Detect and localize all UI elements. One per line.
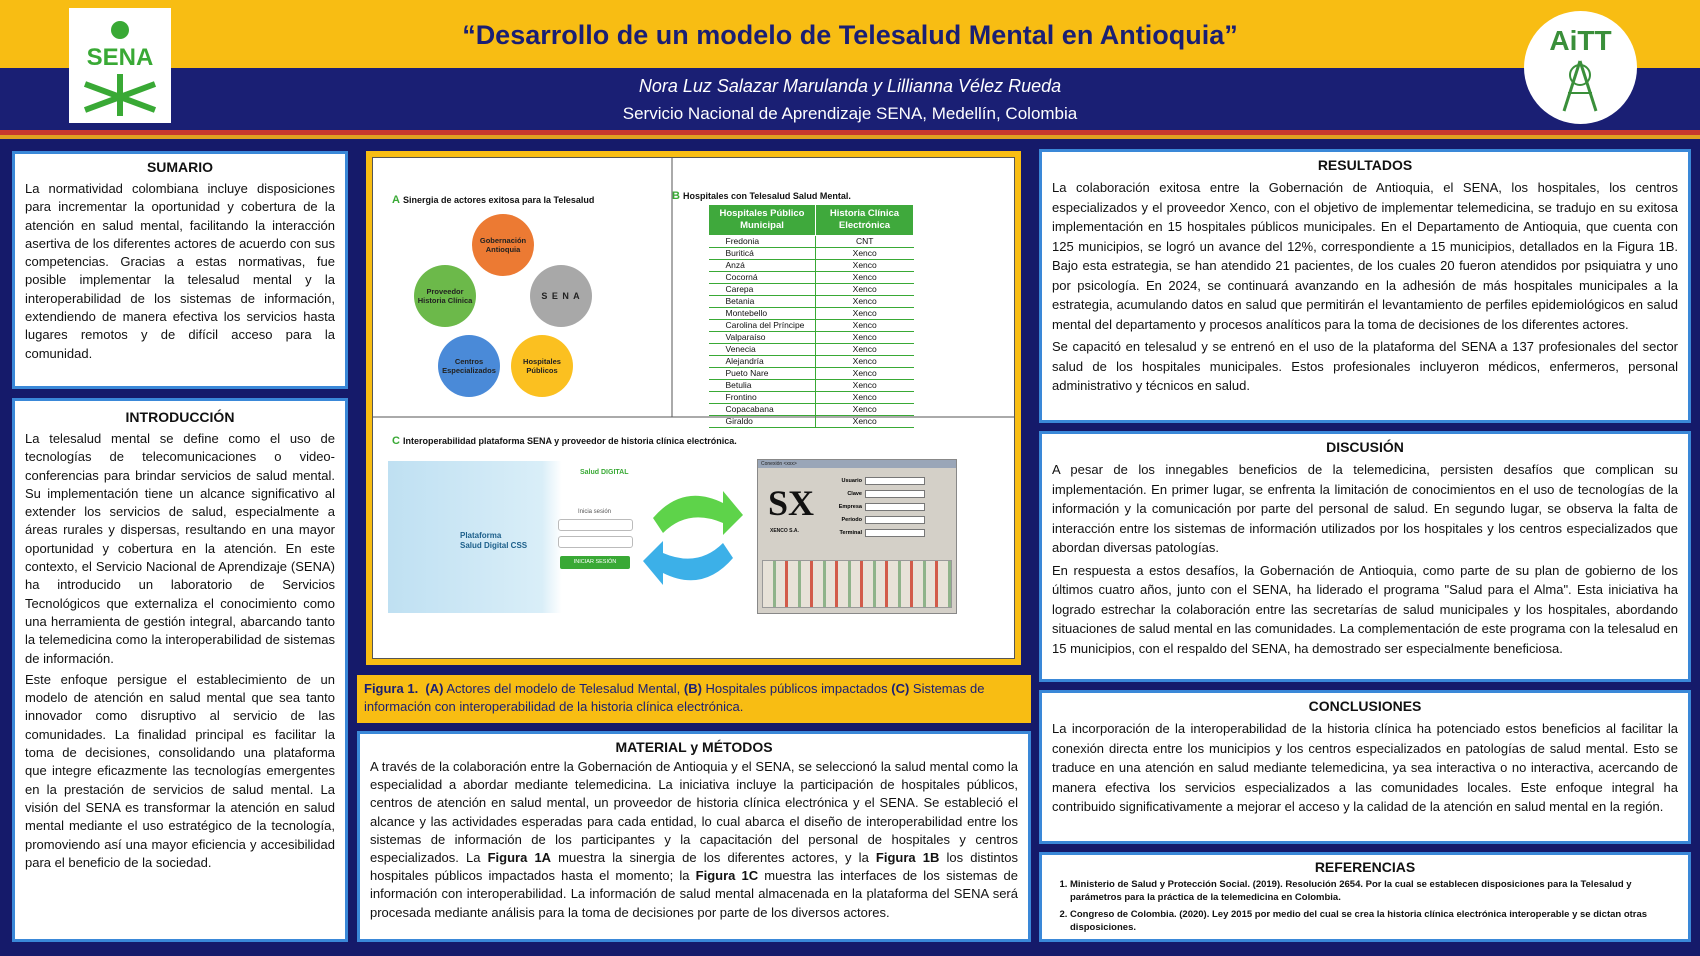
figure-a-letter: A xyxy=(392,194,400,206)
referencias-heading: REFERENCIAS xyxy=(1314,859,1416,875)
introduccion-panel xyxy=(12,398,348,942)
discusion-paragraph-1: A pesar de los innegables beneficios de la telemedicina, persisten desafíos que complican su implementación. En primer lugar, se enfrenta la limitación de conocimientos en el uso de tecnologías de la información y la comunicación por parte del personal de salud. En segundo lugar, se observa la falta de interacción entre los sistemas de información utilizados por los hospitales y los centros especializados que abordan diversas patologías. xyxy=(1052,462,1678,555)
sumario-heading: SUMARIO xyxy=(146,159,214,175)
hospital-system: Xenco xyxy=(815,320,913,332)
hospital-name: Pueto Nare xyxy=(709,368,816,380)
hospital-name: Alejandría xyxy=(709,356,816,368)
figure-canvas xyxy=(372,157,1015,659)
table-row xyxy=(709,356,914,368)
hospital-name: Carepa xyxy=(709,284,816,296)
table-row xyxy=(709,416,914,428)
hospital-system: Xenco xyxy=(815,404,913,416)
discusion-heading: DISCUSIÓN xyxy=(1326,439,1404,455)
table-row xyxy=(709,308,914,320)
material-text-2: muestra la sinergia de los diferentes actores, y la xyxy=(551,850,876,866)
material-fig1b: Figura 1B xyxy=(875,850,940,866)
poster-title: “Desarrollo de un modelo de Telesalud Mental en Antioquia” xyxy=(462,20,1238,50)
hospital-name: Valparaíso xyxy=(709,332,816,344)
actor-sena: S E N A xyxy=(530,265,592,327)
xenco-window-title: Conexión <xxx> xyxy=(758,460,956,468)
figure-b-title xyxy=(672,190,851,202)
hospital-system: CNT xyxy=(815,236,913,248)
poster-affiliation: Servicio Nacional de Aprendizaje SENA, Medellín, Colombia xyxy=(622,104,1078,123)
hospital-name: Montebello xyxy=(709,308,816,320)
conclusiones-heading: CONCLUSIONES xyxy=(1308,698,1422,714)
aitt-logo-tower-icon xyxy=(1524,11,1637,124)
xenco-field-label: Usuario xyxy=(841,477,862,484)
introduccion-paragraph-2: Este enfoque persigue el establecimiento de un modelo de atención en salud mental que sea tanto innovador como disruptivo al servicio de las comunidades. La finalidad principal es facilitar la toma de decisiones, consolidando una plataforma que integre eficazmente las tecnologías emergentes en la prestación de servicios de salud mental. La visión del SENA es transformar la atención en salud mental mediante el uso estratégico de la tecnología, promoviendo así una mayor eficiencia y accesibilidad para el beneficio de la sociedad. xyxy=(25,671,335,870)
reference-item: 2. Congreso de Colombia. (2020). Ley 2015 por medio del cual se crea la historia clínica electrónica interoperable y se dictan otras disposiciones. xyxy=(1070,908,1678,934)
hospital-name: Anzá xyxy=(709,260,816,272)
xenco-field-label: Periodo xyxy=(841,516,862,523)
sena-logo-text: SENA xyxy=(86,44,154,71)
table-row xyxy=(709,392,914,404)
platform-logo: Salud DIGITAL xyxy=(580,469,629,476)
table-header-hospital: Hospitales Público Municipal xyxy=(709,205,816,236)
material-text-4: muestra las interfaces de los sistemas de información con interoperabilidad. La información de salud mental almacenada en la plataforma del SENA será procesada mediante análisis para la toma de decisiones por parte de los diversos actores. xyxy=(370,868,1018,920)
aitt-logo xyxy=(1524,11,1637,124)
hospital-system: Xenco xyxy=(815,296,913,308)
caption-c-text: Sistemas de información con interoperabilidad de la historia clínica electrónica. xyxy=(364,681,985,714)
table-row xyxy=(709,320,914,332)
table-header-historia: Historia Clínica Electrónica xyxy=(815,205,913,236)
introduccion-paragraph-1: La telesalud mental se define como el uso de tecnologías de telecomunicaciones o video-conferencias para brindar servicios de salud mental. Su implementación tiene un alcance significativo al extender los servicios de salud, especialmente a áreas rurales y dispersas, resultando en una mayor oportunidad y cobertura en la atención. En este contexto, el Servicio Nacional de Aprendizaje (SENA) ha introducido un laboratorio de Servicios Tecnológicos que externaliza el conocimiento como una herramienta de gestión integral, abarcando tanto la telemedicina como la interoperabilidad de sistemas de información. xyxy=(25,431,335,666)
material-fig1c: Figura 1C xyxy=(695,868,759,884)
hospital-name: Frontino xyxy=(709,392,816,404)
figure-c-title-text: Interoperabilidad plataforma SENA y proveedor de historia clínica electrónica. xyxy=(402,436,737,446)
xenco-fields xyxy=(828,474,925,539)
actor-proveedor: Proveedor Historia Clínica xyxy=(414,265,476,327)
hospital-name: Carolina del Príncipe xyxy=(709,320,816,332)
figure-b-title-text: Hospitales con Telesalud Salud Mental. xyxy=(682,191,851,201)
caption-c: (C) xyxy=(891,681,910,696)
xenco-field-label: Empresa xyxy=(838,503,862,510)
reference-item: 1. Ministerio de Salud y Protección Social. (2019). Resolución 2654. Por la cual se establecen disposiciones para la Telesalud y parámetros para la práctica de la telemedicina en Colombia. xyxy=(1070,878,1678,904)
resultados-paragraph-2: Se capacitó en telesalud y se entrenó en el uso de la plataforma del SENA a 137 profesionales del sector salud de los hospitales municipales. Estos profesionales incluyeron médicos, enfermeros, personal administrativo y técnicos en salud. xyxy=(1052,339,1678,393)
material-text-1: A través de la colaboración entre la Gobernación de Antioquia y el SENA, se seleccionó la salud mental como la especialidad a abordar mediante telemedicina. La iniciativa incluye la participación de hospitales públicos, centros de atención en salud mental, un proveedor de historia clínica electrónica y el SENA. Se estableció el alcance y las actividades esperadas para cada entidad, lo cual abarca el diseño de interoperabilidad entre los sistemas de información de los participantes y la capacitación del personal de hospitales y centros especializados. La xyxy=(370,759,1018,866)
table-row xyxy=(709,296,914,308)
hospital-system: Xenco xyxy=(815,272,913,284)
hospital-name: Betania xyxy=(709,296,816,308)
platform-password-input[interactable] xyxy=(558,536,633,548)
table-row xyxy=(709,284,914,296)
caption-label: Figura 1. xyxy=(364,681,419,696)
hospital-name: Cocorná xyxy=(709,272,816,284)
resultados-paragraph-1: La colaboración exitosa entre la Gobernación de Antioquia, el SENA, los hospitales, los centros especializados y el proveedor Xenco, con el objetivo de implementar telemedicina, se tradujo en su exitosa implementación en 15 hospitales públicos municipales. En el Departamento de Antioquia, que cuenta con 125 municipios, se logró un avance del 12%, correspondiente a 15 municipios, detallados en la Figura 1B. Bajo esta estrategia, se han atendido 21 pacientes, de los cuales 20 fueron atendidos por psiquiatra y uno por psicología. En 2024, se continuará avanzando en la adhesión de más hospitales municipales a la estrategia, acumulando datos en salud que permitirán el levantamiento de perfiles epidemiológicos en salud mental del departamento y procesos analíticos para la toma de decisiones de los diferentes actores. xyxy=(1052,180,1678,332)
table-row xyxy=(709,404,914,416)
table-row xyxy=(709,272,914,284)
hospital-system: Xenco xyxy=(815,392,913,404)
figure-c-letter: C xyxy=(392,435,400,447)
sena-logo xyxy=(69,8,171,123)
table-row xyxy=(709,332,914,344)
introduccion-heading: INTRODUCCIÓN xyxy=(125,409,235,425)
material-text-3: los distintos hospitales públicos impactados hasta el momento; la xyxy=(370,850,1018,884)
caption-a: (A) xyxy=(425,681,444,696)
table-row xyxy=(709,248,914,260)
caption-b-text: Hospitales públicos impactados xyxy=(701,681,892,696)
hospital-system: Xenco xyxy=(815,248,913,260)
header-stripe-2 xyxy=(0,135,1700,139)
conclusiones-text: La incorporación de la interoperabilidad de la historia clínica ha potenciado estos beneficios al facilitar la conexión directa entre los municipios y los centros especializados en patologías de salud mental. Esto se traduce en una atención en salud mediante telemedicina, ya sea interactiva o no interactiva, acercando de manera efectiva los servicios especializados a las comunidades locales. Este enfoque integral ha contribuido significativamente a mejorar el acceso y la calidad de la atención en salud mental en la región. xyxy=(1052,721,1678,814)
figure-c-title xyxy=(392,435,737,447)
xenco-field-input[interactable] xyxy=(865,490,925,498)
hospital-name: Fredonia xyxy=(709,236,816,248)
hospital-name: Copacabana xyxy=(709,404,816,416)
figure-b-letter: B xyxy=(672,190,680,202)
figure-a-title-text: Sinergia de actores exitosa para la Telesalud xyxy=(402,195,595,205)
xenco-field-input[interactable] xyxy=(865,529,925,537)
figure-caption xyxy=(357,675,1031,723)
hospital-system: Xenco xyxy=(815,416,913,428)
material-heading: MATERIAL y MÉTODOS xyxy=(615,739,773,755)
hospital-name: Venecia xyxy=(709,344,816,356)
sena-logo-figure-icon xyxy=(69,8,171,123)
xenco-field-row xyxy=(828,513,925,526)
material-text xyxy=(370,758,1018,922)
xenco-field-row xyxy=(828,474,925,487)
actor-hospitales: Hospitales Públicos xyxy=(511,335,573,397)
discusion-paragraph-2: En respuesta a estos desafíos, la Gobernación de Antioquia, como parte de su plan de gobierno de los últimos cuatro años, junto con el SENA, ha liderado el programa "Salud para el Alma". Esta iniciativa ha logrado estrechar la colaboración entre las secretarías de salud municipales y los hospitales, abordando situaciones de salud mental en las comunidades. La complementación de este programa con la telesalud en 15 municipios, con el respaldo del SENA, ha demostrado ser especialmente beneficiosa. xyxy=(1052,562,1678,656)
caption-b: (B) xyxy=(683,681,702,696)
table-row xyxy=(709,260,914,272)
table-row xyxy=(709,380,914,392)
hospital-name: Betulia xyxy=(709,380,816,392)
sumario-panel xyxy=(12,151,348,389)
caption-a-text: Actores del modelo de Telesalud Mental, xyxy=(443,681,684,696)
platform-screenshot xyxy=(388,461,668,613)
actor-centros: Centros Especializados xyxy=(438,335,500,397)
table-row xyxy=(709,344,914,356)
hospital-system: Xenco xyxy=(815,344,913,356)
hospital-system: Xenco xyxy=(815,356,913,368)
figure-1 xyxy=(366,151,1021,665)
platform-title: Plataforma Salud Digital CSS xyxy=(460,531,528,550)
xenco-field-input[interactable] xyxy=(865,503,925,511)
hospital-system: Xenco xyxy=(815,284,913,296)
hospital-name: Giraldo xyxy=(709,416,816,428)
hospital-system: Xenco xyxy=(815,332,913,344)
platform-login-label: Inicia sesión xyxy=(578,509,612,515)
hospital-system: Xenco xyxy=(815,308,913,320)
actor-gobernacion: Gobernación Antioquia xyxy=(472,214,534,276)
material-fig1a: Figura 1A xyxy=(487,850,552,866)
resultados-panel xyxy=(1039,149,1691,423)
xenco-field-row xyxy=(828,500,925,513)
platform-login-button[interactable]: INICIAR SESIÓN xyxy=(560,556,630,569)
xenco-toolbar xyxy=(762,560,952,608)
xenco-field-input[interactable] xyxy=(865,477,925,485)
resultados-heading: RESULTADOS xyxy=(1317,157,1413,173)
xenco-field-label: Terminal xyxy=(839,529,862,536)
hospital-name: Buriticá xyxy=(709,248,816,260)
poster-authors: Nora Luz Salazar Marulanda y Lillianna Vélez Rueda xyxy=(638,76,1062,96)
xenco-field-row xyxy=(828,487,925,500)
xenco-field-row xyxy=(828,526,925,539)
platform-user-input[interactable] xyxy=(558,519,633,531)
xenco-logo: SX xyxy=(768,483,815,523)
xenco-screenshot xyxy=(757,459,957,614)
table-row xyxy=(709,368,914,380)
sumario-text: La normatividad colombiana incluye disposiciones para incrementar la oportunidad y cobertura de la atención en salud mental, facilitando la interacción asertiva de los diferentes actores de acuerdo con sus competencias. Gracias a estas normativas, fue posible implementar la telesalud mental y la interoperabilidad de los sistemas de información, extendiendo de manera efectiva los servicios hasta lugares remotos y de difícil acceso para la comunidad. xyxy=(25,181,335,361)
referencias-panel xyxy=(1039,852,1691,942)
table-row xyxy=(709,236,914,248)
material-panel xyxy=(357,731,1031,942)
xenco-field-label: Clave xyxy=(847,490,862,497)
xenco-logo-sub: XENCO S.A. xyxy=(770,528,799,534)
xenco-field-input[interactable] xyxy=(865,516,925,524)
figure-a-title xyxy=(392,194,594,206)
hospital-system: Xenco xyxy=(815,260,913,272)
hospital-system: Xenco xyxy=(815,380,913,392)
discusion-panel xyxy=(1039,431,1691,682)
hospital-system: Xenco xyxy=(815,368,913,380)
conclusiones-panel xyxy=(1039,690,1691,844)
aitt-logo-text: AiTT xyxy=(1549,25,1612,56)
hospitals-table xyxy=(708,204,914,428)
references-list xyxy=(1052,878,1678,934)
sync-arrows-icon xyxy=(638,473,748,603)
